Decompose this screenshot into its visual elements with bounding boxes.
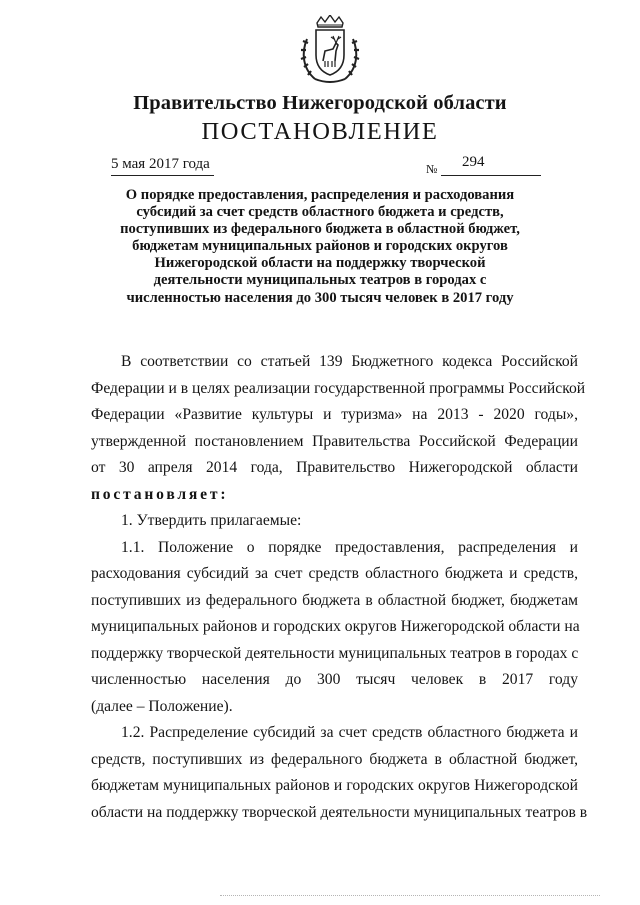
body-line: утвержденной постановлением Правительства Российской Федерации xyxy=(91,432,578,450)
body-line: средств, поступивших из федерального бюджета в областной бюджет, xyxy=(91,750,578,768)
body-line: поступивших из федерального бюджета в областной бюджет, бюджетам xyxy=(91,591,578,609)
scan-artifact-line xyxy=(220,895,600,896)
subject-line: бюджетам муниципальных районов и городских округов xyxy=(132,238,508,255)
body-line: (далее – Положение). xyxy=(91,697,233,715)
body-line: расходования субсидий за счет средств областного бюджета и средств, xyxy=(91,565,578,582)
document-number: 294 xyxy=(462,154,485,170)
subject-line: численностью населения до 300 тысяч человек в 2017 году xyxy=(126,289,514,306)
body-line: Федерации «Развитие культуры и туризма» на 2013 - 2020 годы», xyxy=(91,406,578,423)
body-line: области на поддержку творческой деятельности муниципальных театров в xyxy=(91,803,588,821)
subject-line: О порядке предоставления, распределения и расходования xyxy=(125,187,515,203)
body-line: бюджетам муниципальных районов и городских округов Нижегородской xyxy=(91,777,578,794)
body-line: 1.1. Положение о порядке предоставления, распределения и xyxy=(121,538,578,556)
subject-line: Нижегородской области на поддержку творческой xyxy=(154,255,486,272)
government-title: Правительство Нижегородской области xyxy=(133,92,507,114)
document-subject xyxy=(100,187,540,307)
body-line: поддержку творческой деятельности муниципальных театров в городах с xyxy=(91,644,579,662)
body-line: численностью населения до 300 тысяч человек в 2017 году xyxy=(91,671,578,688)
document-type: ПОСТАНОВЛЕНИЕ xyxy=(201,118,439,145)
subject-line: субсидий за счет средств областного бюджета и средств, xyxy=(136,204,504,221)
body-line: муниципальных районов и городских округов Нижегородской области на xyxy=(91,618,580,635)
resolves-word: постановляет: xyxy=(91,485,229,503)
body-line: 1.2. Распределение субсидий за счет средств областного бюджета и xyxy=(121,724,578,741)
document-date: 5 мая 2017 года xyxy=(111,156,210,172)
document-body xyxy=(91,349,588,826)
number-underline xyxy=(441,175,541,176)
item-1: 1. Утвердить прилагаемые: xyxy=(121,512,302,529)
subject-line: поступивших из федерального бюджета в областной бюджет, xyxy=(120,221,520,238)
body-line: Федерации и в целях реализации государственной программы Российской xyxy=(91,379,586,397)
body-line: от 30 апреля 2014 года, Правительство Нижегородской области xyxy=(91,459,578,476)
coat-of-arms-icon xyxy=(299,15,361,85)
date-underline xyxy=(111,175,214,176)
subject-line: деятельности муниципальных театров в городах с xyxy=(153,272,487,289)
number-sign: № xyxy=(426,162,438,176)
body-line: В соответствии со статьей 139 Бюджетного кодекса Российской xyxy=(121,353,578,370)
